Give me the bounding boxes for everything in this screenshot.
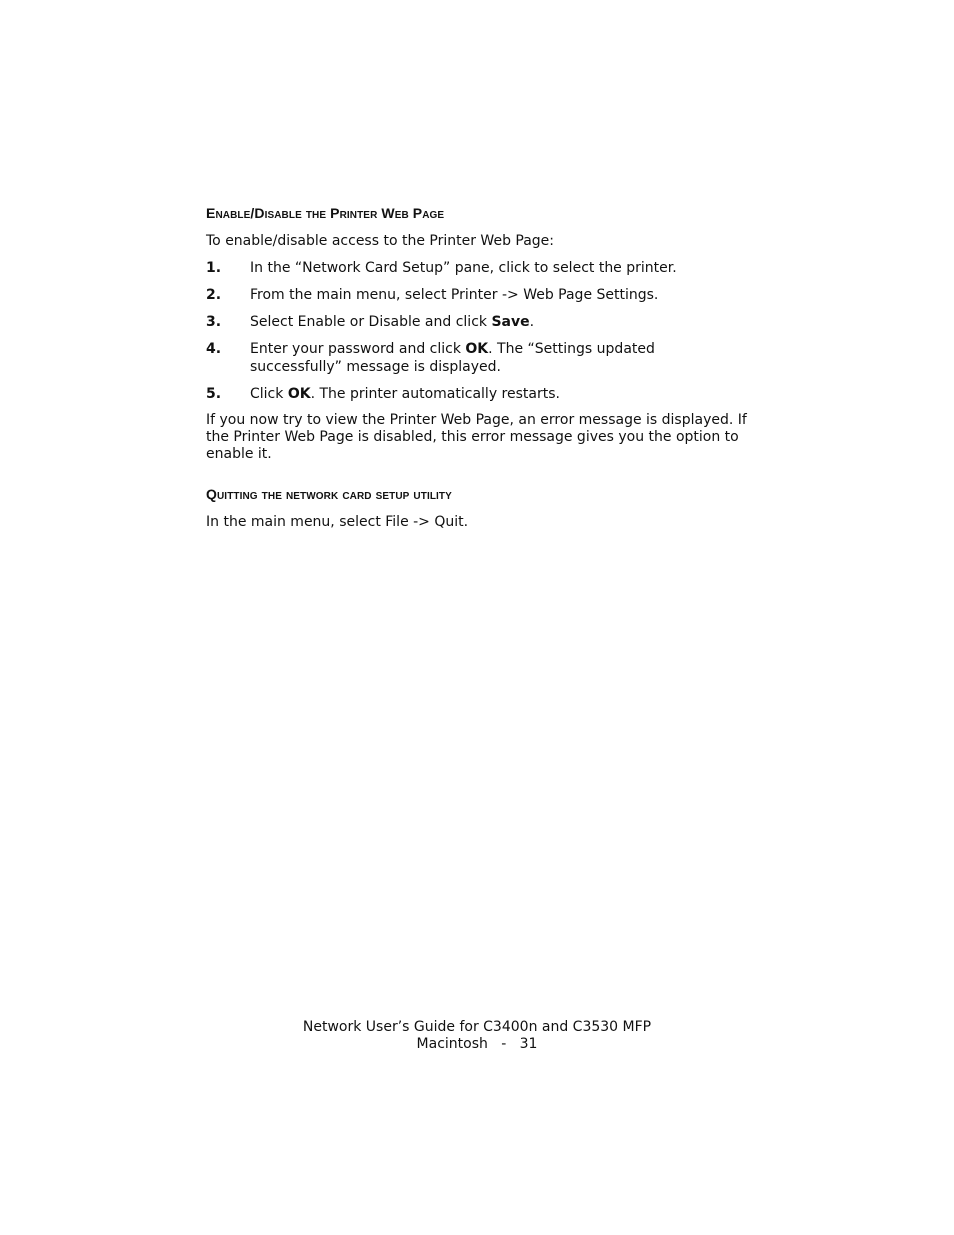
step-item [206,340,751,376]
step-number: 1. [206,260,222,276]
step-text: Enter your password and click OK. The “Settings updated successfully” message is displayed. [250,341,655,375]
footer-guide-title: Network User’s Guide for C3400n and C3530 MFP [302,1019,652,1035]
step-text: From the main menu, select Printer -> Web Page Settings. [250,287,659,303]
intro-text: To enable/disable access to the Printer Web Page: [206,233,555,249]
section-heading-quitting: Quitting the network card setup utility [206,486,452,502]
step-text: Click OK. The printer automatically restarts. [250,386,560,402]
page-content [206,204,751,531]
step-item [206,385,751,403]
step-item [206,313,751,331]
step-number: 5. [206,386,222,402]
step-text: In the “Network Card Setup” pane, click to select the printer. [250,260,677,276]
quit-instruction: In the main menu, select File -> Quit. [206,514,469,530]
step-number: 4. [206,341,222,357]
step-text: Select Enable or Disable and click Save. [250,314,535,330]
note-paragraph: If you now try to view the Printer Web Page, an error message is displayed. If the Printer Web Page is disabled, this error message gives you the option to enable it. [206,412,747,462]
page-footer [0,1019,954,1053]
step-number: 3. [206,314,222,330]
footer-page-number: Macintosh - 31 [416,1036,538,1052]
step-number: 2. [206,287,222,303]
steps-list [206,259,751,403]
step-item [206,286,751,304]
section-heading-enable-disable: Enable/Disable the Printer Web Page [206,205,445,221]
step-item [206,259,751,277]
